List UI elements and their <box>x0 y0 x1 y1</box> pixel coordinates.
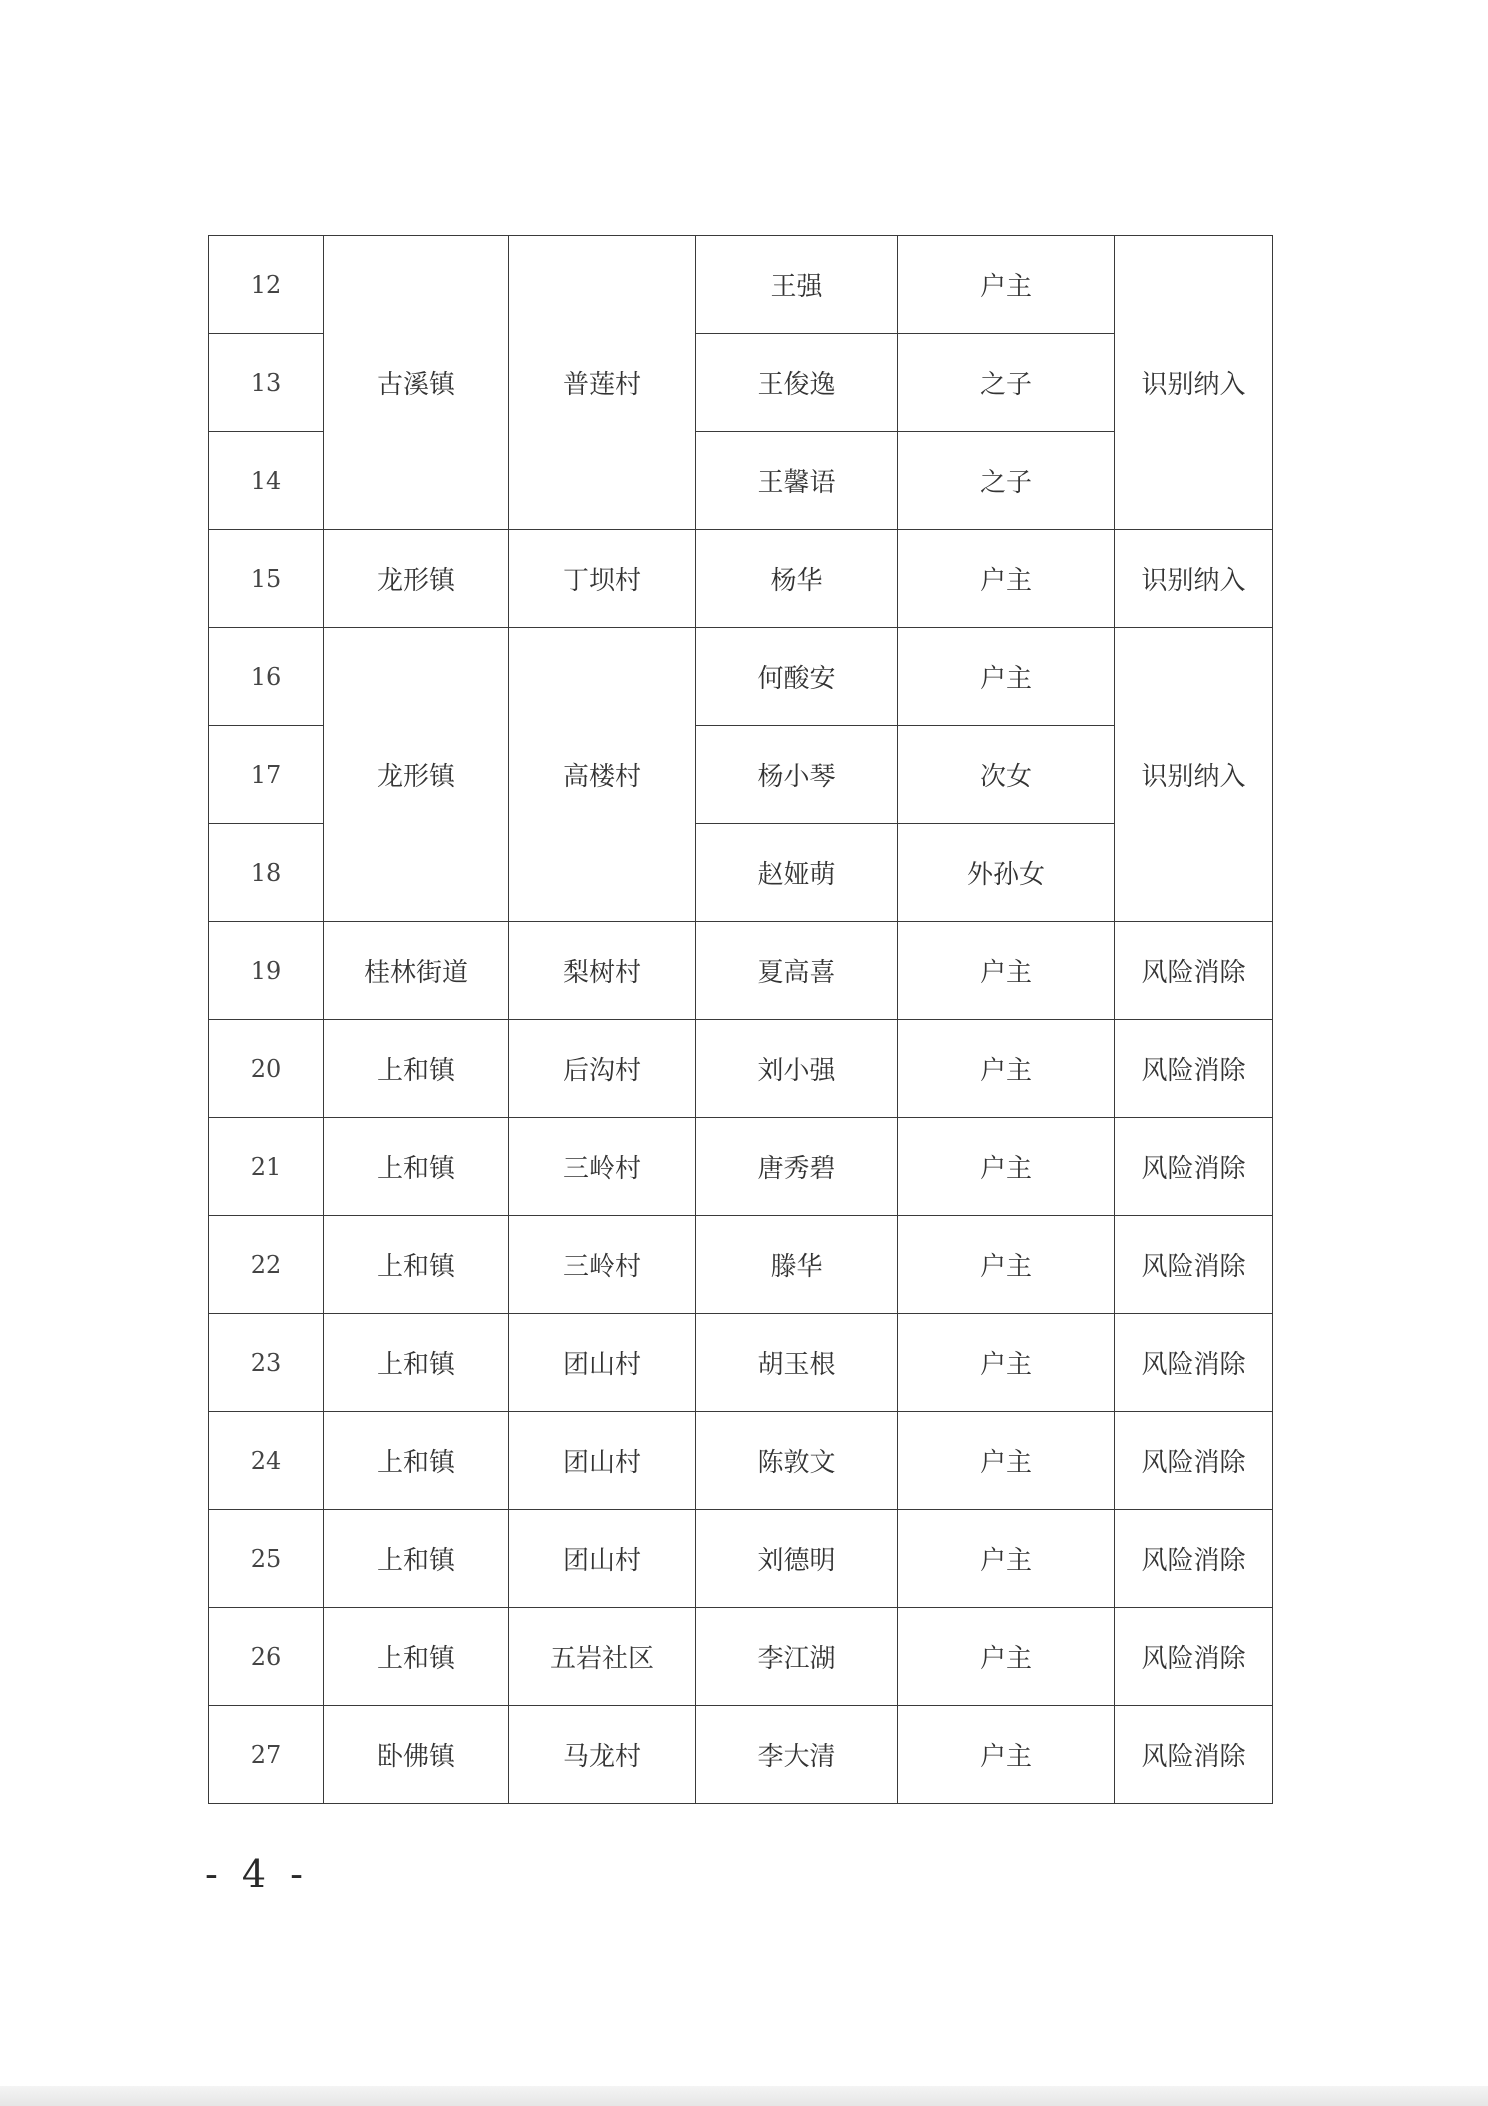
relation-cell: 户主 <box>898 1020 1115 1118</box>
town-cell: 龙形镇 <box>324 530 509 628</box>
village-cell: 马龙村 <box>509 1706 696 1804</box>
relation-cell: 之子 <box>898 334 1115 432</box>
status-cell: 风险消除 <box>1115 1020 1273 1118</box>
table-row <box>209 1608 1273 1706</box>
table-row <box>209 1020 1273 1118</box>
name-cell: 刘小强 <box>696 1020 898 1118</box>
row-number: 19 <box>209 922 324 1020</box>
village-cell: 团山村 <box>509 1314 696 1412</box>
status-cell: 风险消除 <box>1115 922 1273 1020</box>
table-row <box>209 1314 1273 1412</box>
village-cell: 三岭村 <box>509 1216 696 1314</box>
row-number: 20 <box>209 1020 324 1118</box>
village-cell: 后沟村 <box>509 1020 696 1118</box>
row-number: 21 <box>209 1118 324 1216</box>
town-cell: 上和镇 <box>324 1020 509 1118</box>
row-number: 22 <box>209 1216 324 1314</box>
name-cell: 唐秀碧 <box>696 1118 898 1216</box>
row-number: 16 <box>209 628 324 726</box>
status-cell: 识别纳入 <box>1115 236 1273 530</box>
name-cell: 杨华 <box>696 530 898 628</box>
name-cell: 王馨语 <box>696 432 898 530</box>
relation-cell: 户主 <box>898 1608 1115 1706</box>
village-cell: 高楼村 <box>509 628 696 922</box>
town-cell: 上和镇 <box>324 1216 509 1314</box>
name-cell: 滕华 <box>696 1216 898 1314</box>
village-cell: 团山村 <box>509 1510 696 1608</box>
relation-cell: 户主 <box>898 1510 1115 1608</box>
name-cell: 赵娅萌 <box>696 824 898 922</box>
relation-cell: 户主 <box>898 922 1115 1020</box>
row-number: 17 <box>209 726 324 824</box>
town-cell: 桂林街道 <box>324 922 509 1020</box>
status-cell: 风险消除 <box>1115 1314 1273 1412</box>
status-cell: 风险消除 <box>1115 1216 1273 1314</box>
row-number: 26 <box>209 1608 324 1706</box>
name-cell: 何酸安 <box>696 628 898 726</box>
name-cell: 胡玉根 <box>696 1314 898 1412</box>
village-cell: 梨树村 <box>509 922 696 1020</box>
status-cell: 风险消除 <box>1115 1412 1273 1510</box>
status-cell: 风险消除 <box>1115 1510 1273 1608</box>
town-cell: 上和镇 <box>324 1314 509 1412</box>
table-row <box>209 236 1273 334</box>
page-number: - 4 - <box>205 1852 310 1896</box>
table-row <box>209 922 1273 1020</box>
relation-cell: 之子 <box>898 432 1115 530</box>
town-cell: 龙形镇 <box>324 628 509 922</box>
relation-cell: 次女 <box>898 726 1115 824</box>
row-number: 15 <box>209 530 324 628</box>
household-table <box>208 235 1273 1804</box>
relation-cell: 外孙女 <box>898 824 1115 922</box>
town-cell: 古溪镇 <box>324 236 509 530</box>
relation-cell: 户主 <box>898 1216 1115 1314</box>
town-cell: 上和镇 <box>324 1118 509 1216</box>
relation-cell: 户主 <box>898 1314 1115 1412</box>
name-cell: 杨小琴 <box>696 726 898 824</box>
name-cell: 刘德明 <box>696 1510 898 1608</box>
row-number: 18 <box>209 824 324 922</box>
scan-edge <box>0 2086 1488 2106</box>
row-number: 27 <box>209 1706 324 1804</box>
relation-cell: 户主 <box>898 530 1115 628</box>
row-number: 24 <box>209 1412 324 1510</box>
status-cell: 风险消除 <box>1115 1118 1273 1216</box>
relation-cell: 户主 <box>898 628 1115 726</box>
relation-cell: 户主 <box>898 1118 1115 1216</box>
village-cell: 丁坝村 <box>509 530 696 628</box>
table-row <box>209 1216 1273 1314</box>
table-row <box>209 1706 1273 1804</box>
table-row <box>209 530 1273 628</box>
table-row <box>209 1510 1273 1608</box>
row-number: 23 <box>209 1314 324 1412</box>
relation-cell: 户主 <box>898 1412 1115 1510</box>
row-number: 13 <box>209 334 324 432</box>
village-cell: 普莲村 <box>509 236 696 530</box>
town-cell: 上和镇 <box>324 1608 509 1706</box>
row-number: 14 <box>209 432 324 530</box>
table-row <box>209 1412 1273 1510</box>
name-cell: 夏高喜 <box>696 922 898 1020</box>
status-cell: 识别纳入 <box>1115 628 1273 922</box>
town-cell: 卧佛镇 <box>324 1706 509 1804</box>
name-cell: 李江湖 <box>696 1608 898 1706</box>
name-cell: 陈敦文 <box>696 1412 898 1510</box>
row-number: 25 <box>209 1510 324 1608</box>
row-number: 12 <box>209 236 324 334</box>
table-row <box>209 628 1273 726</box>
town-cell: 上和镇 <box>324 1412 509 1510</box>
name-cell: 王强 <box>696 236 898 334</box>
status-cell: 风险消除 <box>1115 1608 1273 1706</box>
name-cell: 李大清 <box>696 1706 898 1804</box>
village-cell: 团山村 <box>509 1412 696 1510</box>
table-row <box>209 1118 1273 1216</box>
status-cell: 风险消除 <box>1115 1706 1273 1804</box>
village-cell: 五岩社区 <box>509 1608 696 1706</box>
name-cell: 王俊逸 <box>696 334 898 432</box>
village-cell: 三岭村 <box>509 1118 696 1216</box>
town-cell: 上和镇 <box>324 1510 509 1608</box>
relation-cell: 户主 <box>898 236 1115 334</box>
status-cell: 识别纳入 <box>1115 530 1273 628</box>
relation-cell: 户主 <box>898 1706 1115 1804</box>
